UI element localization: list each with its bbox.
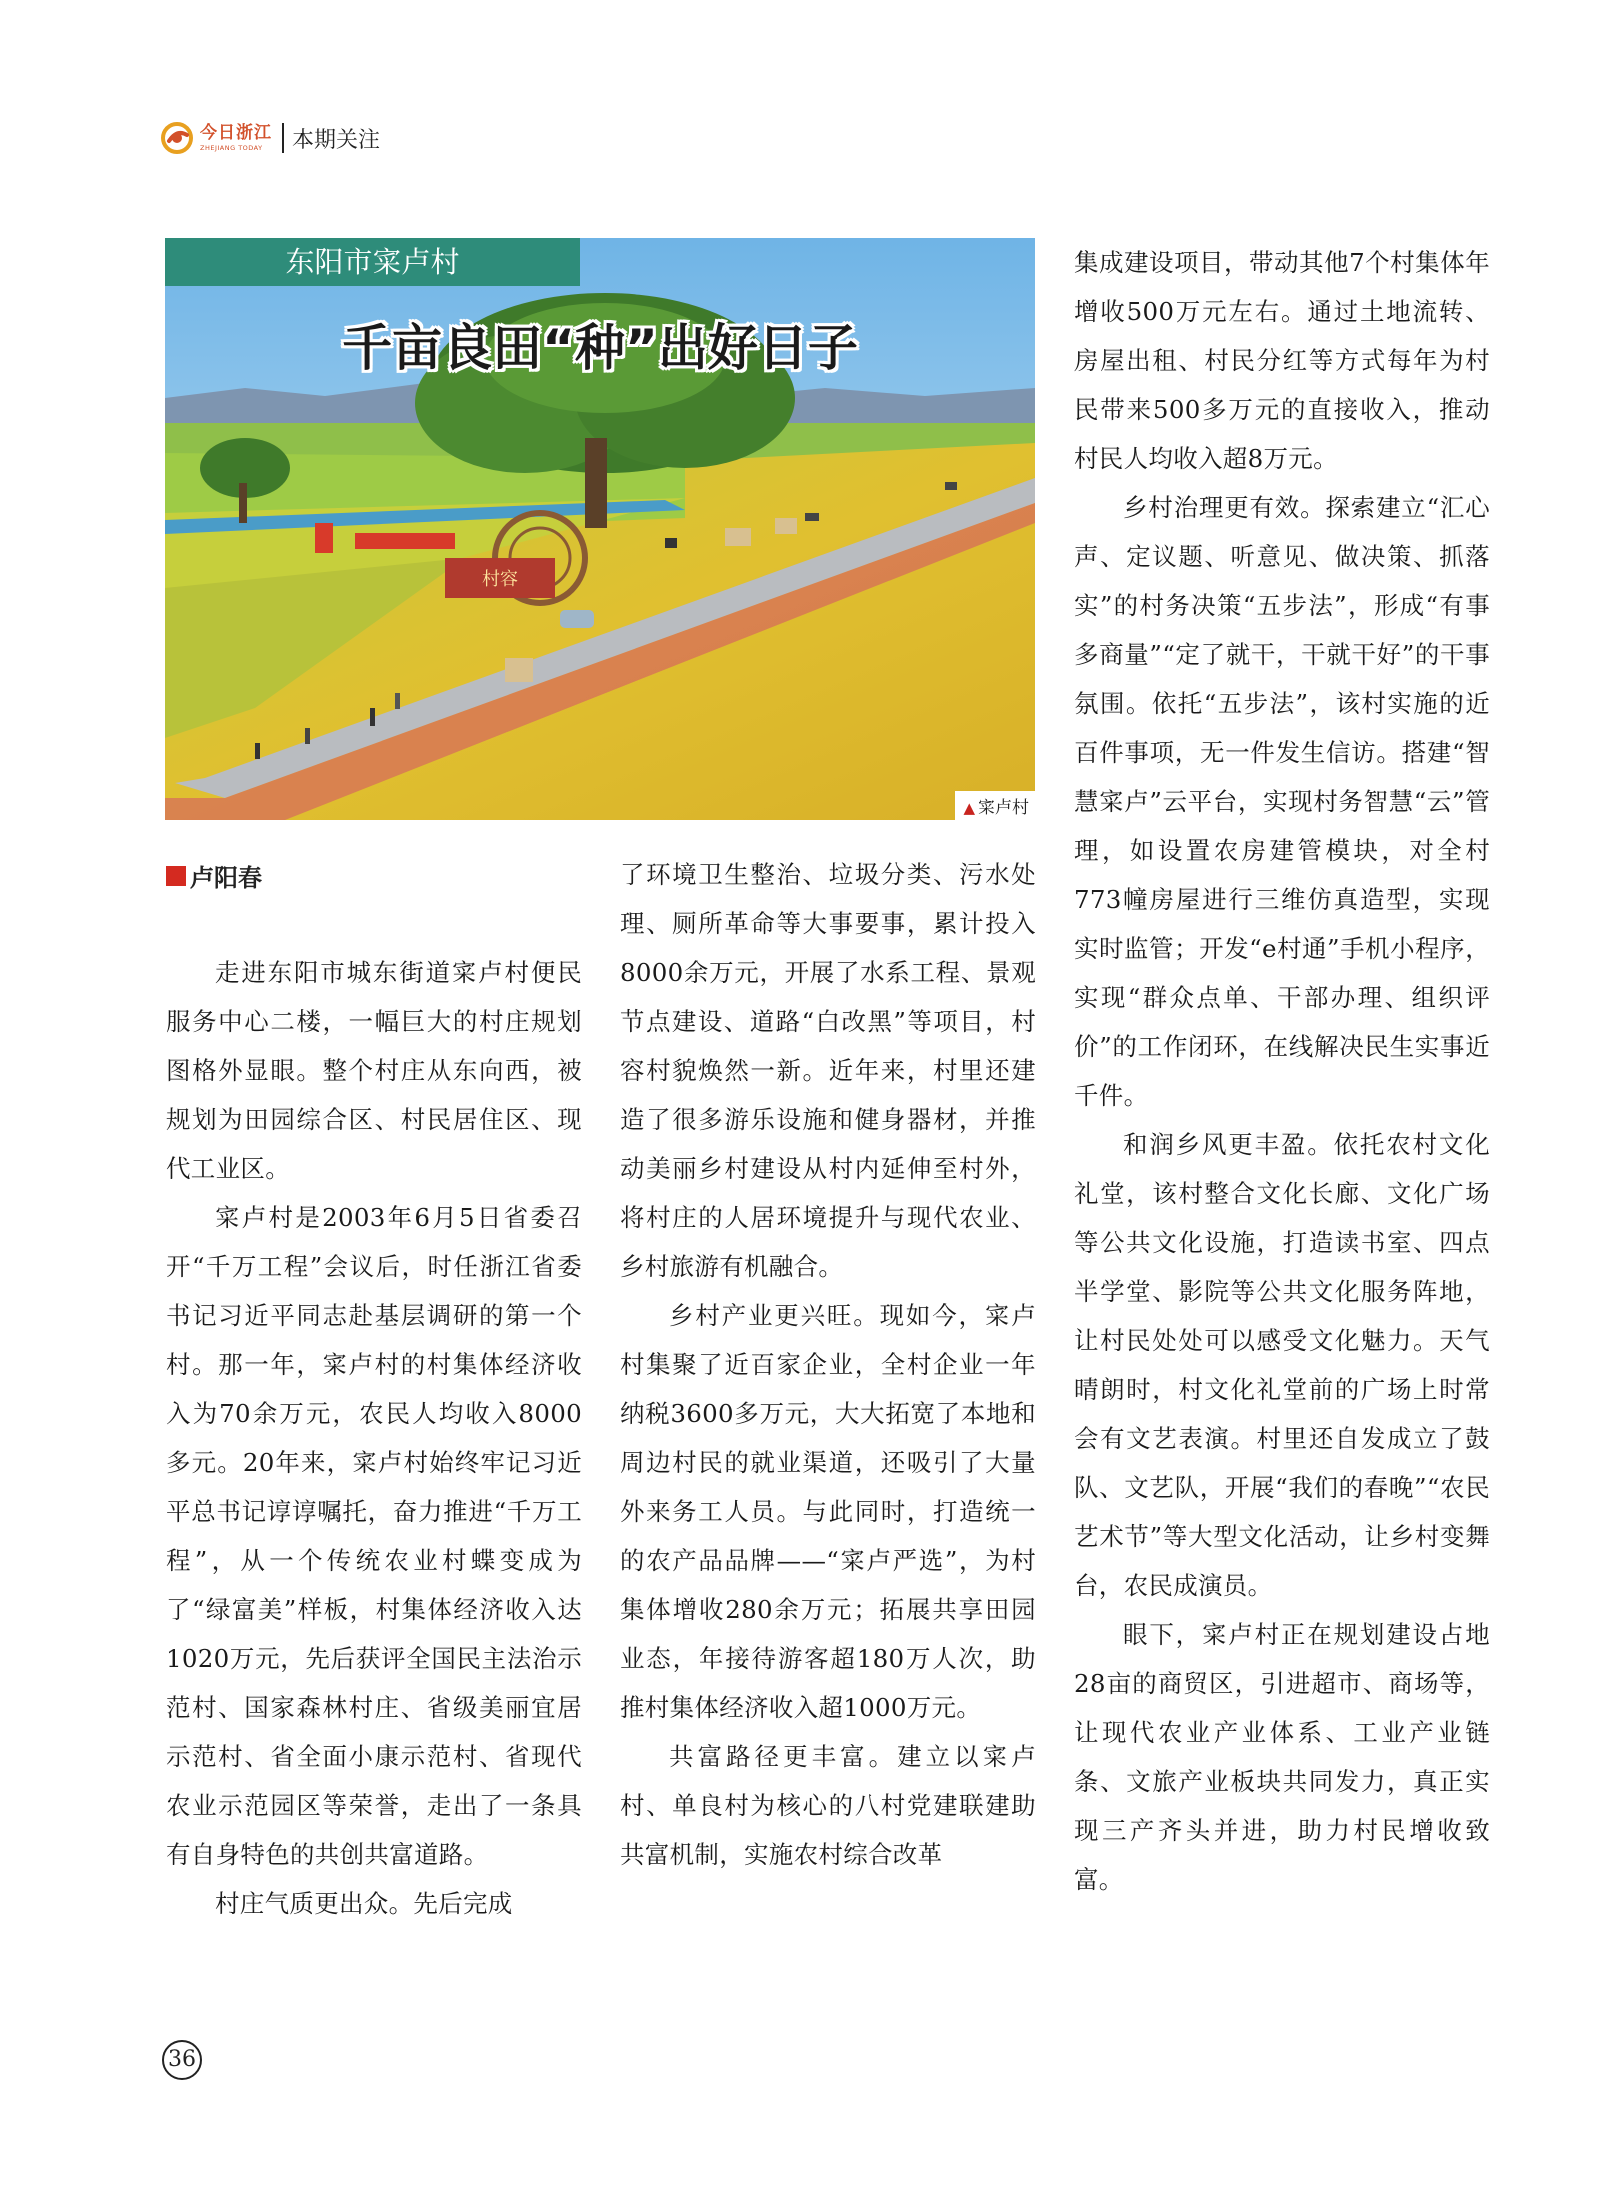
paragraph: 集成建设项目，带动其他7个村集体年增收500万元左右。通过土地流转、房屋出租、村民分红等方式每年为村民带来500多万元的直接收入，推动村民人均收入超8万元。 <box>1074 248 1490 473</box>
magazine-header <box>160 118 380 158</box>
paragraph: 共富路径更丰富。建立以寀卢村、单良村为核心的八村党建联建助共富机制，实施农村综合改革 <box>620 1742 1036 1869</box>
place-tag: 东阳市寀卢村 <box>165 238 580 286</box>
author-name: 卢阳春 <box>190 864 262 892</box>
triangle-icon: ▲ <box>963 799 975 817</box>
red-square-icon <box>166 866 186 886</box>
hero-photo <box>165 238 1035 820</box>
text-column-3 <box>1074 238 1490 1904</box>
paragraph: 走进东阳市城东街道寀卢村便民服务中心二楼，一幅巨大的村庄规划图格外显眼。整个村庄从东向西，被规划为田园综合区、村民居住区、现代工业区。 <box>166 958 582 1183</box>
photo-caption <box>955 791 1035 820</box>
section-title: 本期关注 <box>292 127 381 153</box>
paragraph: 乡村产业更兴旺。现如今，寀卢村集聚了近百家企业，全村企业一年纳税3600多万元，大大拓宽了本地和周边村民的就业渠道，还吸引了大量外来务工人员。与此同时，打造统一的农产品品牌——“寀卢严选”，为村集体增收280余万元；拓展共享田园业态，年接待游客超180万人次，助推村集体经济收入超1000万元。 <box>620 1301 1036 1722</box>
header-divider <box>282 123 284 153</box>
page-number: 36 <box>162 2040 202 2080</box>
text-column-2 <box>620 850 1036 1879</box>
author-line <box>166 858 262 893</box>
sun-logo-icon <box>160 121 194 155</box>
paragraph: 和润乡风更丰盈。依托农村文化礼堂，该村整合文化长廊、文化广场等公共文化设施，打造读书室、四点半学堂、影院等公共文化服务阵地，让村民处处可以感受文化魅力。天气晴朗时，村文化礼堂前的广场上时常会有文艺表演。村里还自发成立了鼓队、文艺队，开展“我们的春晚”“农民艺术节”等大型文化活动，让乡村变舞台，农民成演员。 <box>1074 1130 1490 1600</box>
magazine-logo <box>200 122 272 152</box>
field-sign-text: 村容 <box>482 569 518 590</box>
paragraph: 乡村治理更有效。探索建立“汇心声、定议题、听意见、做决策、抓落实”的村务决策“五步法”，形成“有事多商量”“定了就干，干就干好”的干事氛围。依托“五步法”，该村实施的近百件事项，无一件发生信访。搭建“智慧寀卢”云平台，实现村务智慧“云”管理，如设置农房建管模块，对全村773幢房屋进行三维仿真造型，实现实时监管；开发“e村通”手机小程序，实现“群众点单、干部办理、组织评价”的工作闭环，在线解决民生实事近千件。 <box>1074 493 1490 1110</box>
article-title: 千亩良田“种”出好日子 <box>342 319 858 377</box>
paragraph: 眼下，寀卢村正在规划建设占地28亩的商贸区，引进超市、商场等，让现代农业产业体系、工业产业链条、文旅产业板块共同发力，真正实现三产齐头并进，助力村民增收致富。 <box>1074 1620 1490 1894</box>
logo-english: ZHEJIANG TODAY <box>200 143 263 152</box>
paragraph: 寀卢村是2003年6月5日省委召开“千万工程”会议后，时任浙江省委书记习近平同志赴基层调研的第一个村。那一年，寀卢村的村集体经济收入为70余万元，农民人均收入8000多元。20年来，寀卢村始终牢记习近平总书记谆谆嘱托，奋力推进“千万工程”，从一个传统农业村蝶变成为了“绿富美”样板，村集体经济收入达1020万元，先后获评全国民主法治示范村、国家森林村庄、省级美丽宜居示范村、省全面小康示范村、省现代农业示范园区等荣誉，走出了一条具有自身特色的共创共富道路。 <box>166 1203 582 1869</box>
logo-chinese: 今日浙江 <box>200 122 272 143</box>
text-column-1 <box>166 948 582 1928</box>
photo-caption-text: 寀卢村 <box>978 798 1029 818</box>
paragraph: 村庄气质更出众。先后完成 <box>215 1889 513 1918</box>
paragraph: 了环境卫生整治、垃圾分类、污水处理、厕所革命等大事要事，累计投入8000余万元，开展了水系工程、景观节点建设、道路“白改黑”等项目，村容村貌焕然一新。近年来，村里还建造了很多游乐设施和健身器材，并推动美丽乡村建设从村内延伸至村外，将村庄的人居环境提升与现代农业、乡村旅游有机融合。 <box>620 860 1036 1281</box>
